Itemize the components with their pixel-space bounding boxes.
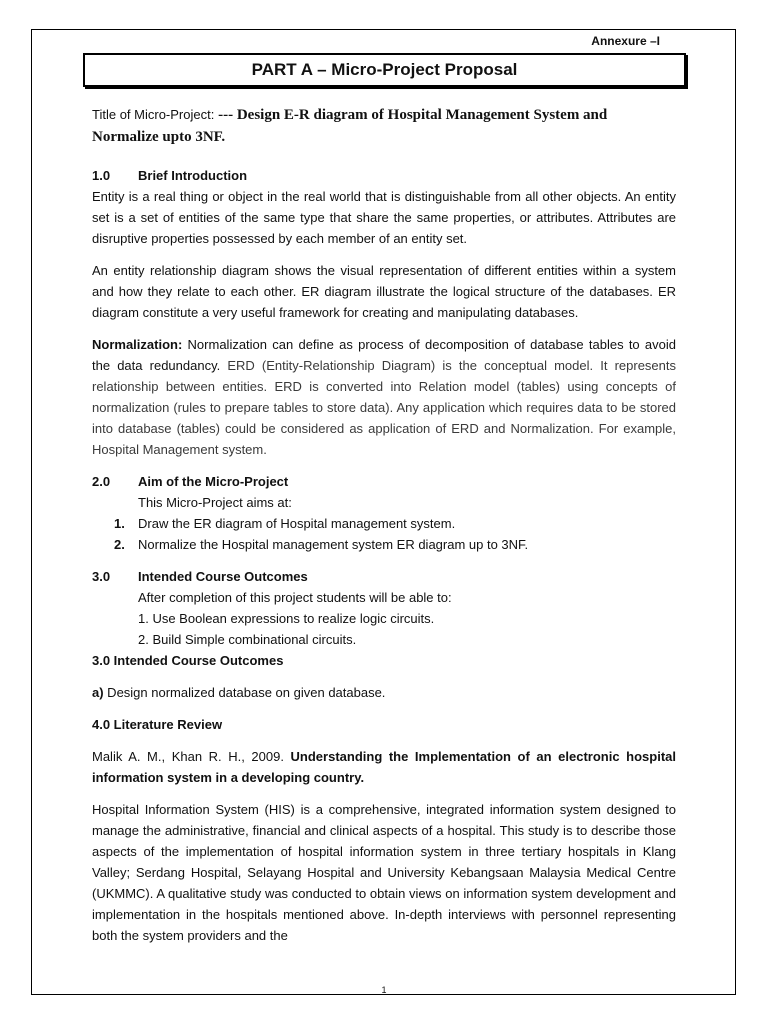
section-3-heading <box>92 566 676 587</box>
outcome-item-1: 1. Use Boolean expressions to realize logic circuits. <box>138 611 435 626</box>
section-1-title: Brief Introduction <box>138 168 248 183</box>
normalization-paragraph <box>92 334 676 460</box>
page-number: 1 <box>381 985 387 995</box>
page-title-text: PART A – Micro-Project Proposal <box>251 60 518 79</box>
outcome-a-text: Design normalized database on given database. <box>103 685 386 700</box>
section-3-heading-repeat: 3.0 Intended Course Outcomes <box>92 653 284 668</box>
citation-authors: Malik A. M., Khan R. H., 2009. <box>92 749 291 764</box>
list-item <box>114 534 676 555</box>
project-title-line2: Normalize upto 3NF. <box>92 129 226 145</box>
section-2-number: 2.0 <box>92 474 111 489</box>
section-3-intro: After completion of this project students will be able to: <box>138 590 452 605</box>
section-2-title: Aim of the Micro-Project <box>138 474 289 489</box>
intro-paragraph-2: An entity relationship diagram shows the visual representation of different entities within a system and how they relate to each other. ER diagram illustrate the logical structure of the databases. ER diagram constitute a very useful framework for creating and manipulating databases. <box>92 263 676 320</box>
section-1-heading <box>92 165 676 186</box>
list-item-text: Normalize the Hospital management system ER diagram up to 3NF. <box>138 537 529 552</box>
section-4-heading: 4.0 Literature Review <box>92 717 223 732</box>
page-title <box>83 53 686 87</box>
list-item-text: Draw the ER diagram of Hospital management system. <box>138 516 456 531</box>
normalization-text-a: Normalization can define as process of decomposition of database tables to avoid the data redundancy. <box>92 337 676 373</box>
citation <box>92 746 676 788</box>
literature-paragraph: Hospital Information System (HIS) is a comprehensive, integrated information system designed to manage the administrative, financial and clinical aspects of a hospital. This study is to describe those aspects of the implementation of hospital information system in three tertiary hospitals in Klang Valley; Serdang Hospital, Selayang Hospital and University Kebangsaan Malaysia Medical Centre (UKMMC). A qualitative study was conducted to obtain views on information system development and implementation in the hospitals mentioned above. In-depth interviews with personnel representing both the system providers and the <box>92 802 676 943</box>
outcome-a <box>92 682 676 703</box>
normalization-text-b: ERD (Entity-Relationship Diagram) is the conceptual model. It represents relationship between entities. ERD is converted into Relation model (tables) using concepts of normalization (rules to prepare tables to store data). Any application which requires data to be stored into database (tables) could be considered as application of ERD and Normalization. For example, Hospital Management system. <box>92 358 677 457</box>
list-item-number: 2. <box>114 537 125 552</box>
list-item <box>114 513 676 534</box>
citation-title: Understanding the Implementation of an electronic hospital information system in a developing country. <box>92 749 676 785</box>
project-title-label: Title of Micro-Project: <box>92 107 215 122</box>
section-3-number: 3.0 <box>92 569 111 584</box>
aim-list <box>92 513 676 555</box>
section-2-intro: This Micro-Project aims at: <box>138 495 292 510</box>
section-1-number: 1.0 <box>92 168 111 183</box>
outcome-item-2: 2. Build Simple combinational circuits. <box>138 632 357 647</box>
outcome-a-label: a) <box>92 685 104 700</box>
normalization-label: Normalization: <box>92 337 183 352</box>
annexure-label: Annexure –I <box>591 34 660 48</box>
list-item-number: 1. <box>114 516 125 531</box>
section-3-title: Intended Course Outcomes <box>138 569 308 584</box>
project-title-prefix: --- <box>214 107 237 123</box>
document-body <box>92 104 676 946</box>
section-2-heading <box>92 471 676 492</box>
project-title-line1: Design E-R diagram of Hospital Management System and <box>236 107 608 123</box>
project-title <box>92 104 676 148</box>
intro-paragraph-1: Entity is a real thing or object in the real world that is distinguishable from all other objects. An entity set is a set of entities of the same type that share the same properties, or attributes. Attributes are disruptive properties possessed by each member of an entity set. <box>92 189 676 246</box>
